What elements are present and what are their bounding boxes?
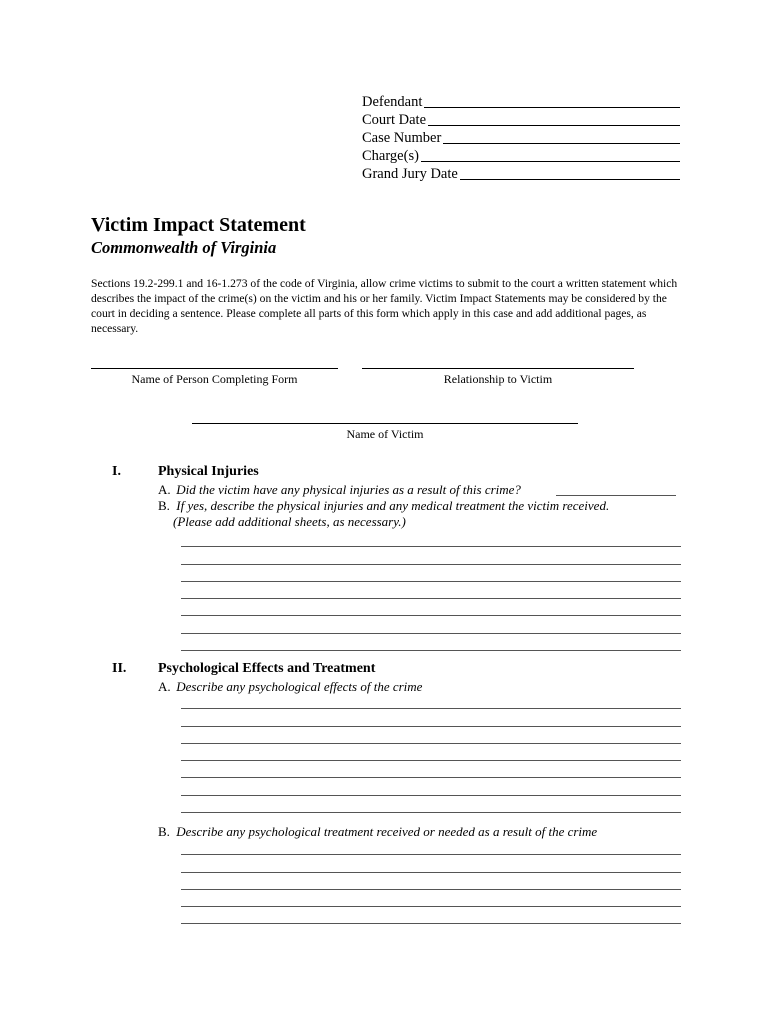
writing-line[interactable]	[181, 709, 681, 726]
writing-line[interactable]	[181, 890, 681, 907]
writing-line[interactable]	[181, 727, 681, 744]
defendant-blank[interactable]	[424, 107, 680, 108]
court-date-label: Court Date	[362, 112, 427, 128]
writing-line[interactable]	[181, 778, 681, 795]
writing-line[interactable]	[181, 565, 681, 582]
court-date-blank[interactable]	[428, 125, 680, 126]
section-1-writing-area[interactable]	[181, 530, 681, 651]
person-completing-field[interactable]	[91, 368, 338, 387]
charges-blank[interactable]	[421, 161, 680, 162]
section-2b-writing-area[interactable]	[181, 838, 681, 924]
writing-line[interactable]	[181, 907, 681, 924]
person-completing-label: Name of Person Completing Form	[131, 372, 298, 386]
court-date-field[interactable]	[362, 111, 680, 129]
section-1-number: I.	[112, 464, 121, 479]
writing-line[interactable]	[181, 582, 681, 599]
writing-line[interactable]	[181, 530, 681, 547]
page-title: Victim Impact Statement	[91, 214, 306, 236]
defendant-label: Defendant	[362, 94, 423, 110]
grand-jury-date-field[interactable]	[362, 165, 680, 183]
writing-line[interactable]	[181, 599, 681, 616]
case-number-blank[interactable]	[443, 143, 680, 144]
relationship-label: Relationship to Victim	[443, 372, 553, 386]
grand-jury-date-blank[interactable]	[460, 179, 680, 180]
intro-paragraph: Sections 19.2-299.1 and 16-1.273 of the code of Virginia, allow crime victims to submit to the court a written statement which describes the impact of the crime(s) on the victim and his or her family. Victim Impact Statements may be considered by the court in deciding a sentence. Please complete all parts of this form which apply in this case and add additional pages, as necessary.	[91, 277, 678, 335]
section-2-number: II.	[112, 661, 127, 676]
writing-line[interactable]	[181, 796, 681, 813]
writing-line[interactable]	[181, 634, 681, 651]
case-fields	[362, 93, 680, 183]
writing-line[interactable]	[181, 547, 681, 564]
section-1-question-b	[158, 498, 609, 514]
section-2a-writing-area[interactable]	[181, 692, 681, 813]
victim-name-field[interactable]	[192, 423, 578, 442]
writing-line[interactable]	[181, 616, 681, 633]
writing-line[interactable]	[181, 692, 681, 709]
question-text: Describe any psychological treatment received or needed as a result of the crime	[176, 824, 598, 839]
charges-field[interactable]	[362, 147, 680, 165]
writing-line[interactable]	[181, 838, 681, 855]
writing-line[interactable]	[181, 873, 681, 890]
case-number-field[interactable]	[362, 129, 680, 147]
question-text: Did the victim have any physical injuries as a result of this crime?	[176, 482, 521, 497]
relationship-blank[interactable]	[362, 368, 634, 369]
section-2-title: Psychological Effects and Treatment	[158, 661, 376, 676]
defendant-field[interactable]	[362, 93, 680, 111]
person-completing-blank[interactable]	[91, 368, 338, 369]
writing-line[interactable]	[181, 761, 681, 778]
question-letter: B.	[158, 824, 170, 839]
section-1-title: Physical Injuries	[158, 464, 259, 479]
question-letter: B.	[158, 498, 170, 513]
question-letter: A.	[158, 482, 171, 497]
relationship-field[interactable]	[362, 368, 634, 387]
section-1-answer-a-blank[interactable]	[556, 495, 676, 496]
case-number-label: Case Number	[362, 130, 442, 146]
writing-line[interactable]	[181, 744, 681, 761]
section-1-question-b-note: (Please add additional sheets, as necessary.)	[173, 514, 406, 529]
section-1-question-a	[158, 482, 521, 498]
question-text: Describe any psychological effects of the crime	[176, 679, 423, 694]
grand-jury-date-label: Grand Jury Date	[362, 166, 458, 182]
victim-name-label: Name of Victim	[346, 427, 424, 441]
question-text: If yes, describe the physical injuries and any medical treatment the victim received.	[176, 498, 610, 513]
page-subtitle: Commonwealth of Virginia	[91, 238, 277, 257]
charges-label: Charge(s)	[362, 148, 419, 164]
victim-name-blank[interactable]	[192, 423, 578, 424]
writing-line[interactable]	[181, 855, 681, 872]
question-letter: A.	[158, 679, 171, 694]
